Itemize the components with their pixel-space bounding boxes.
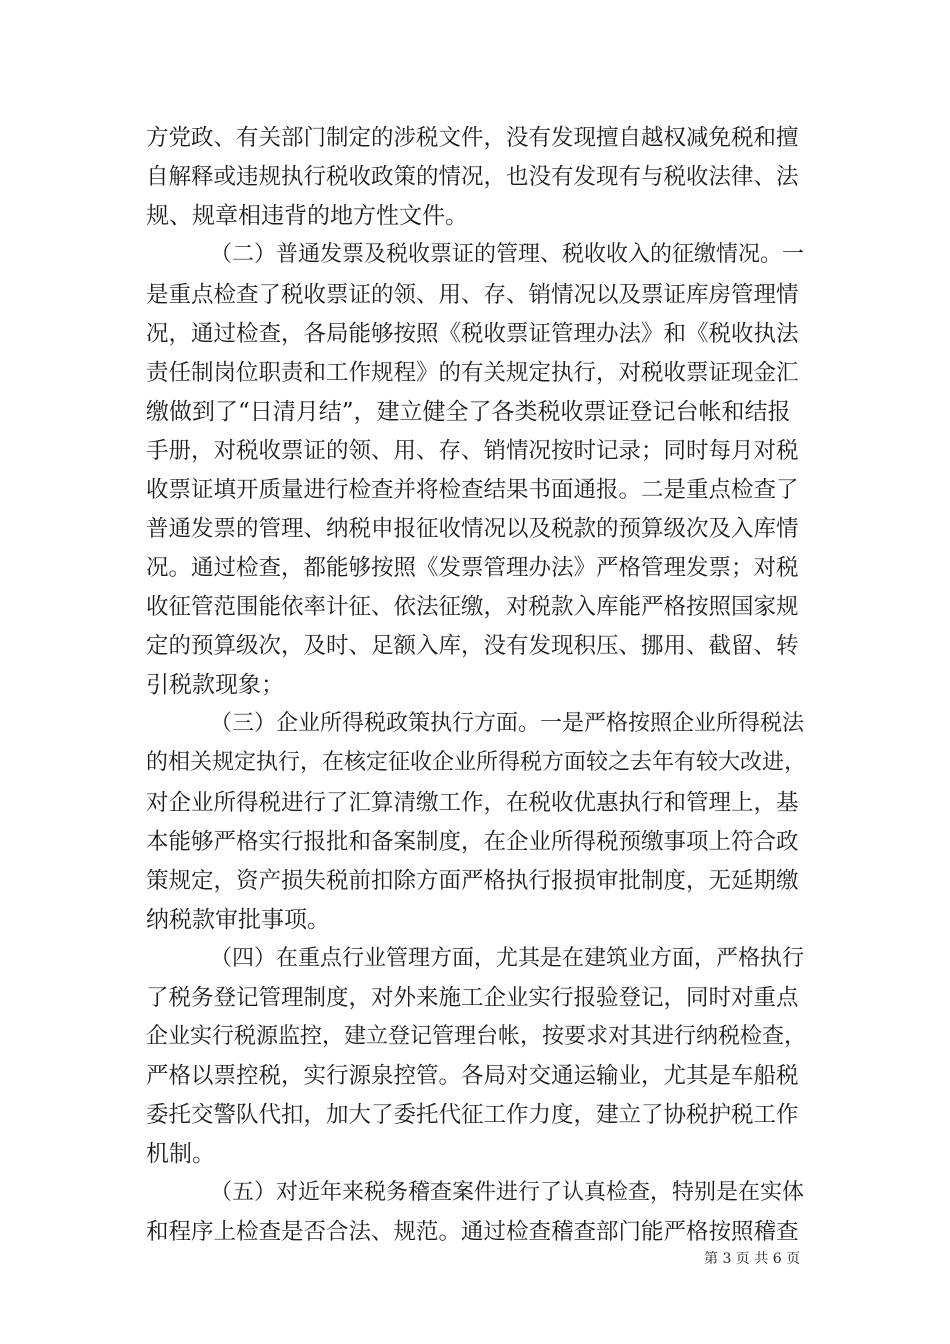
text-line: 了税务登记管理制度，对外来施工企业实行报验登记，同时对重点 — [146, 985, 799, 1011]
text-line: 规、规章相违背的地方性文件。 — [146, 203, 468, 229]
text-line: 是重点检查了税收票证的领、用、存、销情况以及票证库房管理情 — [146, 282, 799, 308]
text-line: 企业实行税源监控，建立登记管理台帐，按要求对其进行纳税检查， — [146, 1024, 807, 1049]
paragraph-start-line: （五）对近年来税务稽查案件进行了认真检查，特别是在实体 — [210, 1180, 805, 1205]
text-line: 本能够严格实行报批和备案制度，在企业所得税预缴事项上符合政 — [146, 829, 799, 855]
text-line: 况，通过检查，各局能够按照《税收票证管理办法》和《税收执法 — [146, 321, 799, 347]
text-line: 责任制岗位职责和工作规程》的有关规定执行，对税收票证现金汇 — [146, 360, 799, 386]
text-line: 引税款现象； — [146, 672, 284, 698]
text-line: 和程序上检查是否合法、规范。通过检查稽查部门能严格按照稽查 — [146, 1219, 799, 1245]
text-line: 委托交警队代扣，加大了委托代征工作力度，建立了协税护税工作 — [146, 1102, 799, 1128]
text-line: 收征管范围能依率计征、依法征缴，对税款入库能严格按照国家规 — [146, 594, 799, 620]
text-line: 的相关规定执行，在核定征收企业所得税方面较之去年有较大改进， — [146, 750, 807, 775]
text-line: 手册，对税收票证的领、用、存、销情况按时记录；同时每月对税 — [146, 438, 799, 464]
paragraph-start-line: （四）在重点行业管理方面，尤其是在建筑业方面，严格执行 — [210, 946, 805, 971]
text-line: 对企业所得税进行了汇算清缴工作，在税收优惠执行和管理上，基 — [146, 790, 799, 816]
text-line: 况。通过检查，都能够按照《发票管理办法》严格管理发票；对税 — [146, 555, 799, 581]
text-line: 机制。 — [146, 1141, 215, 1167]
paragraph-start-line: （三）企业所得税政策执行方面。一是严格按照企业所得税法 — [210, 711, 805, 736]
text-line: 方党政、有关部门制定的涉税文件，没有发现擅自越权减免税和擅 — [146, 125, 799, 151]
text-line: 缴做到了“日清月结”，建立健全了各类税收票证登记台帐和结报 — [146, 399, 791, 425]
text-line: 策规定，资产损失税前扣除方面严格执行报损审批制度，无延期缴 — [146, 868, 799, 894]
paragraph-start-line: （二）普通发票及税收票证的管理、税收收入的征缴情况。一 — [210, 242, 805, 267]
text-line: 普通发票的管理、纳税申报征收情况以及税款的预算级次及入库情 — [146, 516, 799, 542]
page-number-footer: 第 3 页 共 6 页 — [704, 1251, 801, 1267]
text-line: 收票证填开质量进行检查并将检查结果书面通报。二是重点检查了 — [146, 477, 799, 503]
text-line: 定的预算级次，及时、足额入库，没有发现积压、挪用、截留、转 — [146, 633, 799, 659]
text-line: 自解释或违规执行税收政策的情况，也没有发现有与税收法律、法 — [146, 164, 799, 190]
text-line: 严格以票控税，实行源泉控管。各局对交通运输业，尤其是车船税 — [146, 1063, 799, 1089]
text-line: 纳税款审批事项。 — [146, 907, 330, 933]
